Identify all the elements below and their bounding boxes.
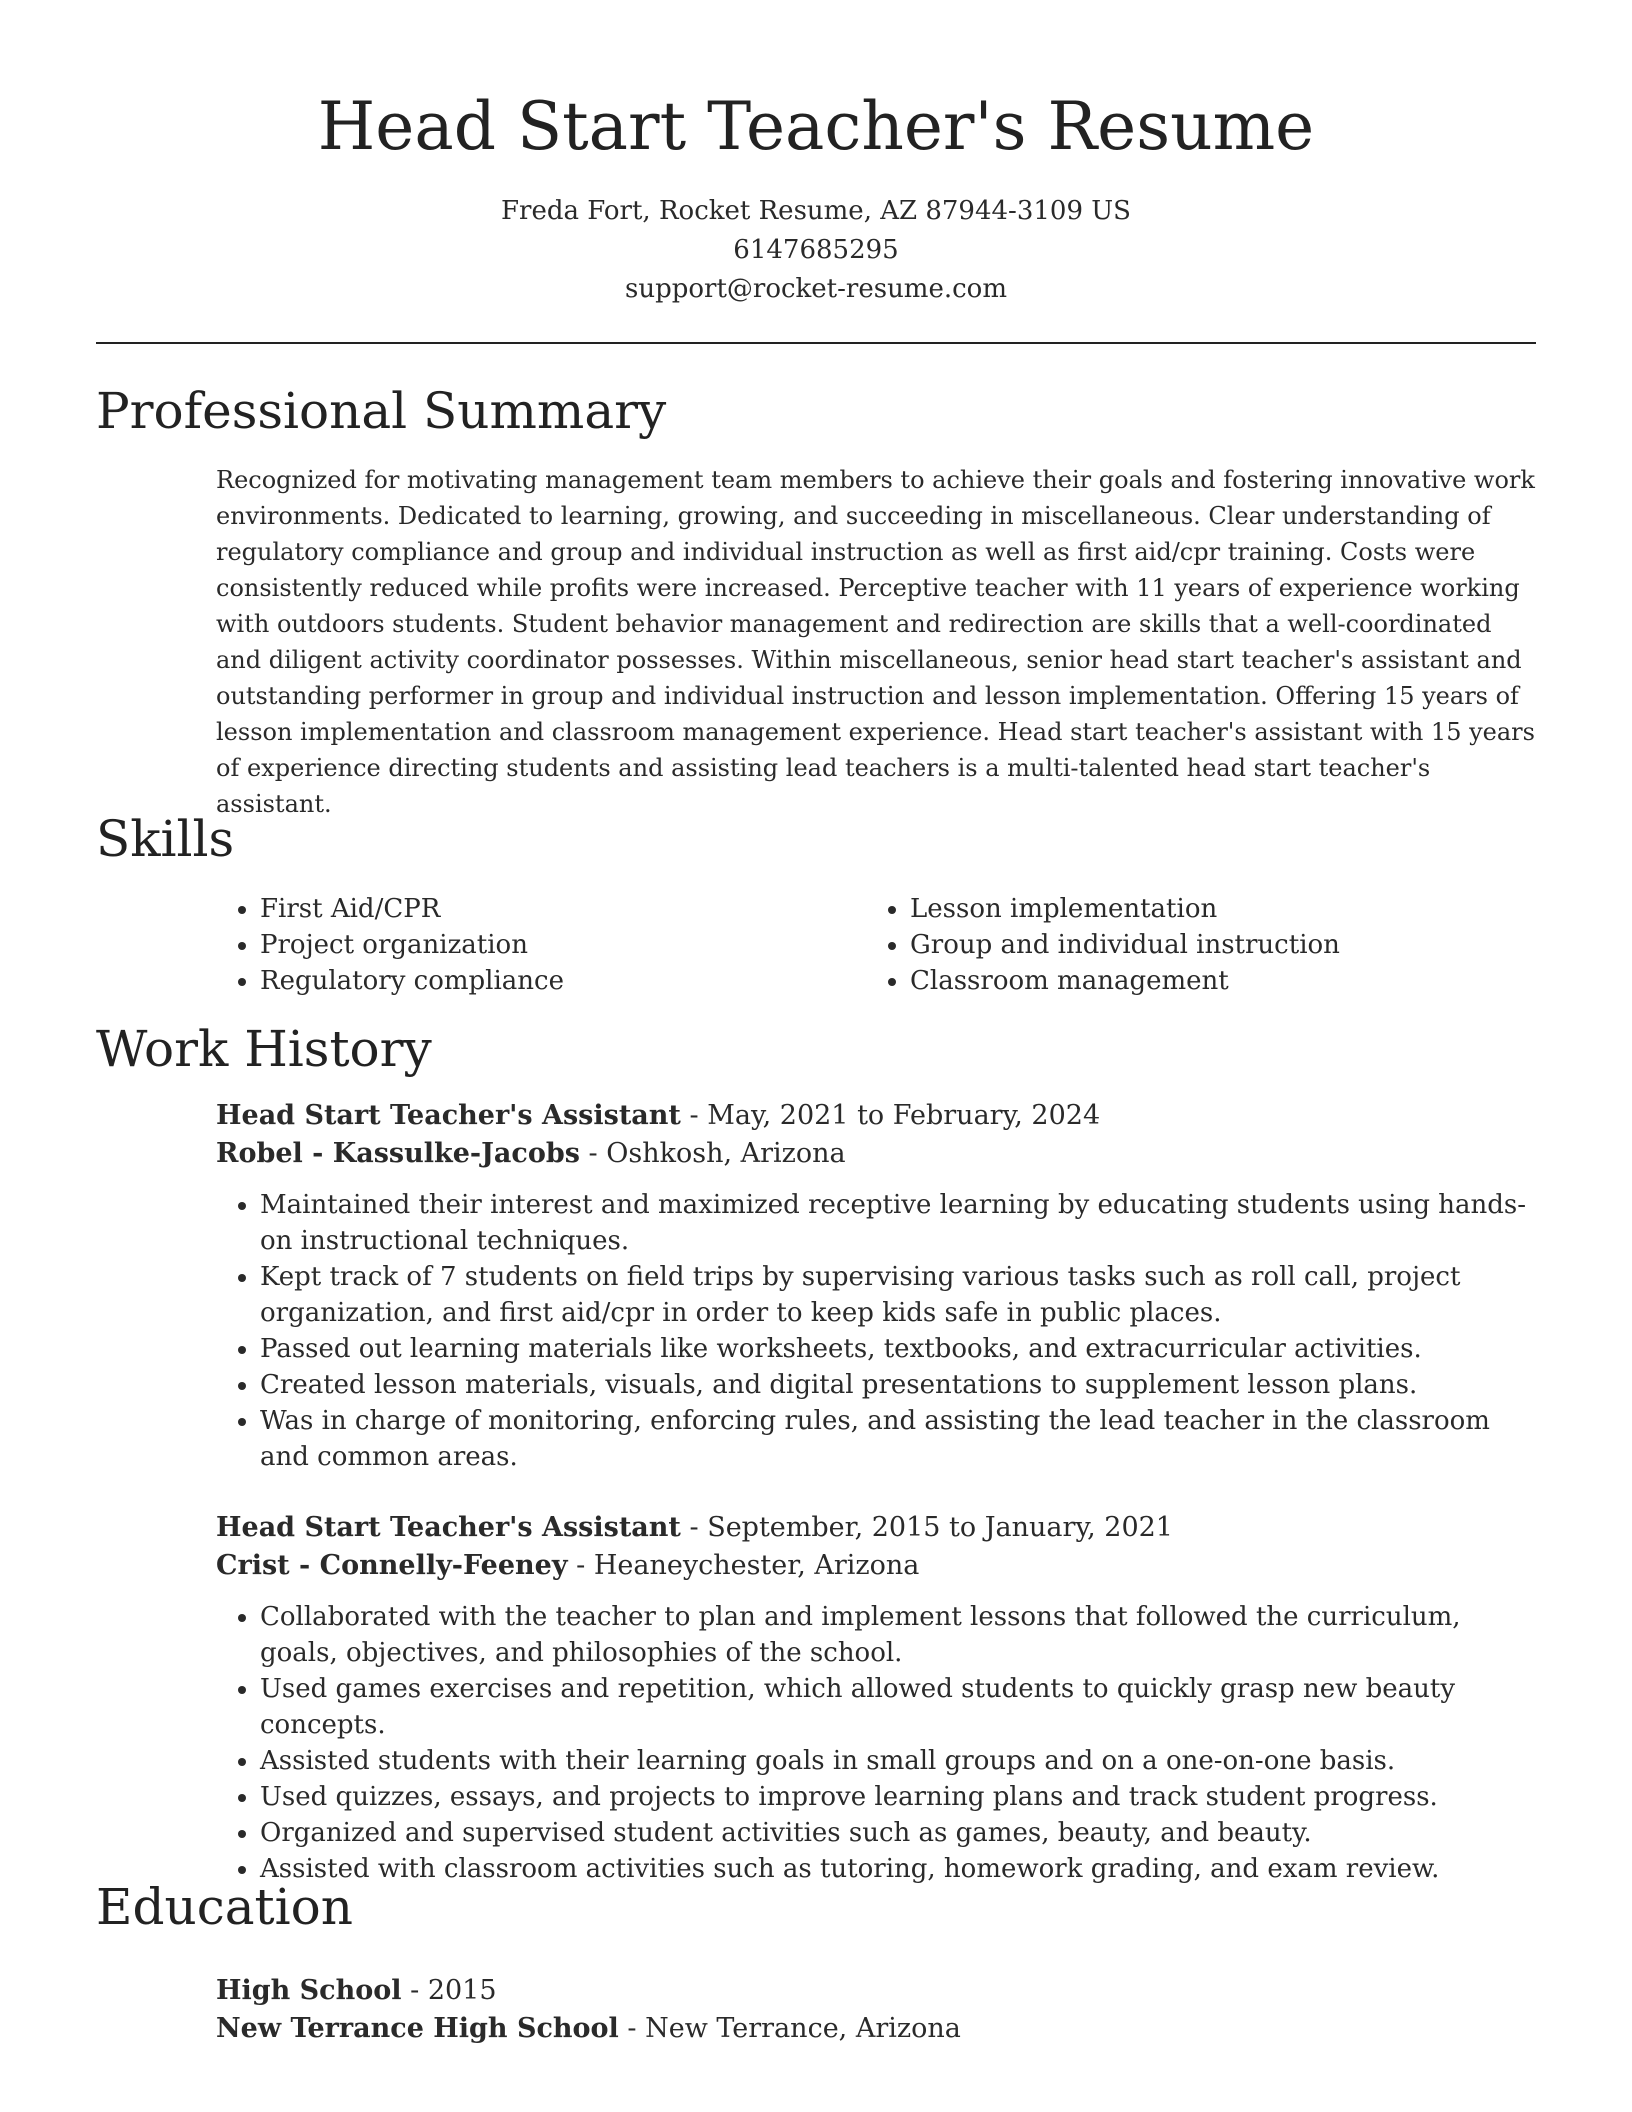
education-school-line bbox=[216, 2010, 1536, 2048]
job-company: Crist - Connelly-Feeney bbox=[216, 1550, 568, 1581]
skills-list bbox=[216, 891, 1536, 999]
job-bullet: • Assisted students with their learning goals in small groups and on a one-on-one basis. bbox=[260, 1743, 1536, 1779]
skill-item: • Group and individual instruction bbox=[910, 927, 1516, 963]
job-dates: - September, 2015 to January, 2021 bbox=[680, 1512, 1173, 1543]
job-bullet: • Created lesson materials, visuals, and digital presentations to supplement lesson plans. bbox=[260, 1367, 1536, 1403]
job-bullets bbox=[216, 1599, 1536, 1887]
job-location: - Oshkosh, Arizona bbox=[579, 1138, 846, 1169]
skills-heading: Skills bbox=[96, 810, 235, 868]
education-location: - New Terrance, Arizona bbox=[618, 2013, 961, 2044]
job-company-line bbox=[216, 1135, 1536, 1173]
job-title-line bbox=[216, 1097, 1536, 1135]
job-company: Robel - Kassulke-Jacobs bbox=[216, 1138, 580, 1169]
education-entry bbox=[216, 1972, 1536, 2048]
contact-phone: 6147685295 bbox=[733, 235, 899, 265]
job-bullet: • Was in charge of monitoring, enforcing rules, and assisting the lead teacher in the classroom and common areas. bbox=[260, 1403, 1536, 1475]
resume-title: Head Start Teacher's Resume bbox=[317, 88, 1315, 165]
work-history-heading: Work History bbox=[96, 1020, 432, 1078]
skill-item: • First Aid/CPR bbox=[260, 891, 866, 927]
contact-address: Freda Fort, Rocket Resume, AZ 87944-3109 US bbox=[501, 196, 1131, 226]
job-company-line bbox=[216, 1547, 1536, 1585]
skills-column-left bbox=[216, 891, 866, 999]
job-bullet: • Assisted with classroom activities such as tutoring, homework grading, and exam review. bbox=[260, 1851, 1536, 1887]
job-entry bbox=[216, 1097, 1536, 1475]
skill-item: • Regulatory compliance bbox=[260, 963, 866, 999]
summary-heading: Professional Summary bbox=[96, 382, 667, 440]
job-entry bbox=[216, 1509, 1536, 1887]
education-degree: High School bbox=[216, 1975, 402, 2006]
contact-block bbox=[0, 192, 1632, 309]
skills-column-right bbox=[866, 891, 1516, 999]
job-location: - Heaneychester, Arizona bbox=[567, 1550, 920, 1581]
job-bullet: • Organized and supervised student activities such as games, beauty, and beauty. bbox=[260, 1815, 1536, 1851]
skill-item: • Classroom management bbox=[910, 963, 1516, 999]
job-bullet: • Passed out learning materials like worksheets, textbooks, and extracurricular activities. bbox=[260, 1331, 1536, 1367]
education-degree-line bbox=[216, 1972, 1536, 2010]
education-year: - 2015 bbox=[401, 1975, 497, 2006]
education-school: New Terrance High School bbox=[216, 2013, 619, 2044]
job-bullet: • Used quizzes, essays, and projects to improve learning plans and track student progress. bbox=[260, 1779, 1536, 1815]
skill-item: • Project organization bbox=[260, 927, 866, 963]
job-bullet: • Maintained their interest and maximized receptive learning by educating students using hands-on instructional techniques. bbox=[260, 1187, 1536, 1259]
job-bullet: • Collaborated with the teacher to plan and implement lessons that followed the curriculum, goals, objectives, and philosophies of the school. bbox=[260, 1599, 1536, 1671]
contact-email: support@rocket-resume.com bbox=[624, 274, 1007, 304]
job-title-line bbox=[216, 1509, 1536, 1547]
job-dates: - May, 2021 to February, 2024 bbox=[680, 1100, 1101, 1131]
summary-text: Recognized for motivating management team members to achieve their goals and fostering innovative work environments. Dedicated to learning, growing, and succeeding in miscellaneous. Clear understanding of regulatory compliance and group and individual instruction as well as first aid/cpr training. Costs were consistently reduced while profits were increased. Perceptive teacher with 11 years of experience working with outdoors students. Student behavior management and redirection are skills that a well-coordinated and diligent activity coordinator possesses. Within miscellaneous, senior head start teacher's assistant and outstanding performer in group and individual instruction and lesson implementation. Offering 15 years of lesson implementation and classroom management experience. Head start teacher's assistant with 15 years of experience directing students and assisting lead teachers is a multi-talented head start teacher's assistant. bbox=[216, 466, 1535, 818]
job-bullet: • Used games exercises and repetition, which allowed students to quickly grasp new beauty concepts. bbox=[260, 1671, 1536, 1743]
skill-item: • Lesson implementation bbox=[910, 891, 1516, 927]
job-role: Head Start Teacher's Assistant bbox=[216, 1512, 681, 1543]
job-bullets bbox=[216, 1187, 1536, 1475]
education-heading: Education bbox=[96, 1878, 353, 1936]
job-role: Head Start Teacher's Assistant bbox=[216, 1100, 681, 1131]
header-divider bbox=[96, 342, 1536, 344]
job-bullet: • Kept track of 7 students on field trips by supervising various tasks such as roll call, project organization, and first aid/cpr in order to keep kids safe in public places. bbox=[260, 1259, 1536, 1331]
